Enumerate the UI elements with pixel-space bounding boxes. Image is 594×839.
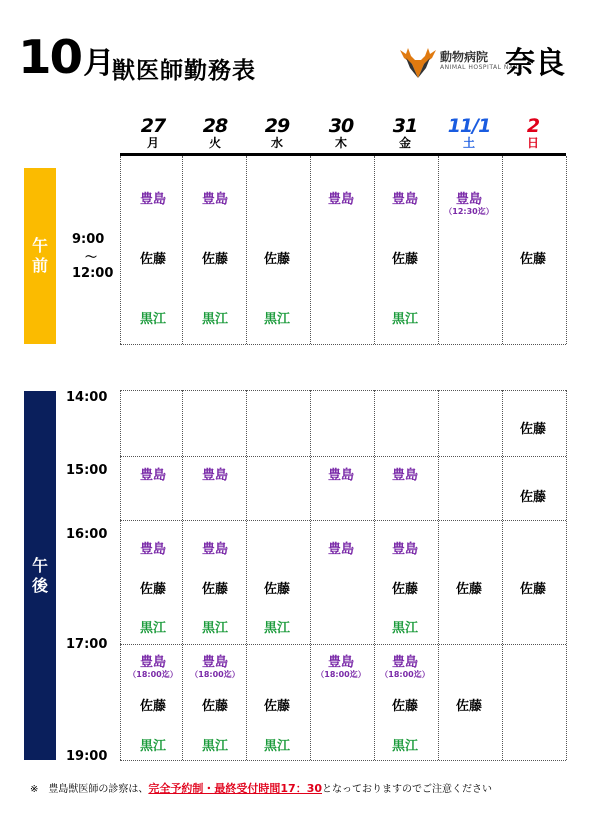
doctor-name: 豊島 [139, 655, 166, 670]
day-number: 11/1 [447, 115, 491, 137]
time-note: （12:30迄） [444, 207, 494, 216]
day-number: 30 [328, 115, 354, 137]
time-1400: 14:00 [66, 390, 108, 405]
grid-line [502, 390, 503, 760]
time-am-start: 9:00 [72, 232, 105, 247]
doctor-entry [502, 486, 564, 505]
doctor-name: 豊島 [201, 655, 228, 670]
footnote: ※ 豊島獣医師の診察は、完全予約制・最終受付時間17：30となっておりますのでご注意ください [30, 782, 493, 795]
day-weekday: 月 [146, 136, 159, 150]
doctor-name: 佐藤 [519, 582, 546, 597]
doctor-name: 豊島 [201, 542, 228, 557]
doctor-name: 佐藤 [391, 252, 418, 267]
grid-line [438, 156, 439, 344]
header-divider [120, 153, 566, 156]
doctor-name: 佐藤 [263, 252, 290, 267]
doctor-entry [246, 735, 308, 754]
day-weekday: 水 [270, 136, 283, 150]
doctor-name: 佐藤 [139, 699, 166, 714]
doctor-entry [374, 695, 436, 714]
day-header [122, 116, 184, 150]
doctor-name: 黒江 [139, 312, 166, 327]
month-title: 10月 [18, 30, 113, 84]
doctor-entry [184, 464, 246, 483]
doctor-name: 佐藤 [391, 699, 418, 714]
doctor-name: 佐藤 [201, 252, 228, 267]
doctor-entry [374, 617, 436, 636]
doctor-name: 佐藤 [455, 582, 482, 597]
doctor-entry [310, 651, 372, 679]
grid-line [120, 644, 566, 645]
grid-line [310, 390, 311, 760]
grid-line [120, 520, 566, 521]
doctor-entry [184, 617, 246, 636]
time-am-end: 12:00 [72, 266, 114, 281]
doctor-name: 豊島 [139, 192, 166, 207]
doctor-name: 豊島 [139, 468, 166, 483]
doctor-entry [122, 538, 184, 557]
doctor-entry [246, 308, 308, 327]
doctor-entry [310, 188, 372, 207]
doctor-name: 黒江 [139, 621, 166, 636]
time-1700: 17:00 [66, 637, 108, 652]
grid-line [566, 156, 567, 344]
doctor-name: 黒江 [201, 739, 228, 754]
day-header [246, 116, 308, 150]
doctor-name: 豊島 [327, 468, 354, 483]
day-number: 2 [526, 115, 540, 137]
doctor-name: 豊島 [391, 655, 418, 670]
doctor-name: 黒江 [391, 739, 418, 754]
pm-label: 午 後 [31, 556, 48, 595]
doctor-entry [122, 308, 184, 327]
doctor-name: 黒江 [263, 312, 290, 327]
grid-line [120, 456, 566, 457]
doctor-entry [246, 617, 308, 636]
day-weekday: 木 [334, 136, 347, 150]
doctor-name: 佐藤 [519, 490, 546, 505]
doctor-entry [122, 651, 184, 679]
time-am-tilde: ～ [85, 250, 98, 264]
doctor-name: 黒江 [391, 312, 418, 327]
time-note: （18:00迄） [128, 670, 178, 679]
doctor-name: 黒江 [391, 621, 418, 636]
logo-text: 動物病院 [440, 50, 489, 64]
doctor-name: 佐藤 [263, 699, 290, 714]
doctor-name: 佐藤 [519, 422, 546, 437]
doctor-entry [502, 578, 564, 597]
doctor-entry [374, 464, 436, 483]
doctor-name: 豊島 [455, 192, 482, 207]
doctor-name: 佐藤 [519, 252, 546, 267]
day-header [310, 116, 372, 150]
doctor-name: 佐藤 [455, 699, 482, 714]
doctor-name: 豊島 [327, 542, 354, 557]
doctor-entry [374, 248, 436, 267]
day-weekday: 火 [208, 136, 221, 150]
doctor-name: 佐藤 [391, 582, 418, 597]
doctor-entry [184, 188, 246, 207]
doctor-name: 豊島 [139, 542, 166, 557]
doctor-entry [122, 617, 184, 636]
doctor-name: 黒江 [201, 621, 228, 636]
doctor-name: 黒江 [201, 312, 228, 327]
doctor-entry [122, 248, 184, 267]
doctor-entry [310, 464, 372, 483]
day-number: 31 [392, 115, 418, 137]
grid-line [310, 156, 311, 344]
doctor-entry [438, 578, 500, 597]
doctor-entry [122, 464, 184, 483]
doctor-entry [184, 538, 246, 557]
doctor-name: 豊島 [201, 468, 228, 483]
doctor-name: 佐藤 [263, 582, 290, 597]
doctor-entry [502, 248, 564, 267]
doctor-entry [438, 188, 500, 216]
day-header [184, 116, 246, 150]
grid-line [120, 156, 121, 344]
day-header [438, 116, 500, 150]
time-note: （18:00迄） [316, 670, 366, 679]
doctor-entry [374, 188, 436, 207]
day-number: 29 [264, 115, 290, 137]
logo-subtitle: ANIMAL HOSPITAL NARA [440, 64, 523, 71]
grid-line [120, 390, 121, 760]
doctor-entry [122, 188, 184, 207]
doctor-name: 佐藤 [201, 699, 228, 714]
doctor-name: 佐藤 [139, 582, 166, 597]
day-weekday: 金 [398, 136, 411, 150]
doctor-name: 黒江 [263, 621, 290, 636]
doctor-entry [246, 248, 308, 267]
grid-line [120, 390, 566, 391]
doctor-entry [502, 418, 564, 437]
doctor-entry [246, 695, 308, 714]
doctor-entry [374, 735, 436, 754]
logo-place: 奈良 [505, 46, 565, 81]
am-label: 午 前 [31, 236, 48, 275]
page-title: 獣医師勤務表 [112, 58, 256, 84]
day-number: 27 [140, 115, 166, 137]
doctor-name: 黒江 [263, 739, 290, 754]
grid-line [566, 390, 567, 760]
time-note: （18:00迄） [190, 670, 240, 679]
doctor-entry [184, 248, 246, 267]
deer-logo-icon [398, 44, 438, 80]
doctor-entry [184, 308, 246, 327]
time-note: （18:00迄） [380, 670, 430, 679]
doctor-name: 豊島 [391, 192, 418, 207]
time-1500: 15:00 [66, 463, 108, 478]
doctor-entry [310, 538, 372, 557]
time-1900: 19:00 [66, 749, 108, 764]
grid-line [120, 760, 566, 761]
doctor-name: 黒江 [139, 739, 166, 754]
doctor-entry [374, 578, 436, 597]
doctor-name: 豊島 [391, 542, 418, 557]
doctor-entry [374, 651, 436, 679]
day-header [502, 116, 564, 150]
doctor-entry [184, 735, 246, 754]
doctor-entry [438, 695, 500, 714]
doctor-entry [122, 735, 184, 754]
day-weekday: 土 [462, 136, 475, 150]
time-1600: 16:00 [66, 527, 108, 542]
doctor-name: 佐藤 [201, 582, 228, 597]
day-number: 28 [202, 115, 228, 137]
doctor-name: 佐藤 [139, 252, 166, 267]
doctor-entry [374, 538, 436, 557]
day-header [374, 116, 436, 150]
day-weekday: 日 [526, 136, 539, 150]
doctor-entry [122, 695, 184, 714]
doctor-entry [184, 651, 246, 679]
doctor-entry [122, 578, 184, 597]
doctor-entry [246, 578, 308, 597]
doctor-name: 豊島 [327, 192, 354, 207]
doctor-name: 豊島 [327, 655, 354, 670]
doctor-name: 豊島 [391, 468, 418, 483]
grid-line [120, 344, 566, 345]
doctor-entry [374, 308, 436, 327]
doctor-entry [184, 695, 246, 714]
doctor-entry [184, 578, 246, 597]
doctor-name: 豊島 [201, 192, 228, 207]
